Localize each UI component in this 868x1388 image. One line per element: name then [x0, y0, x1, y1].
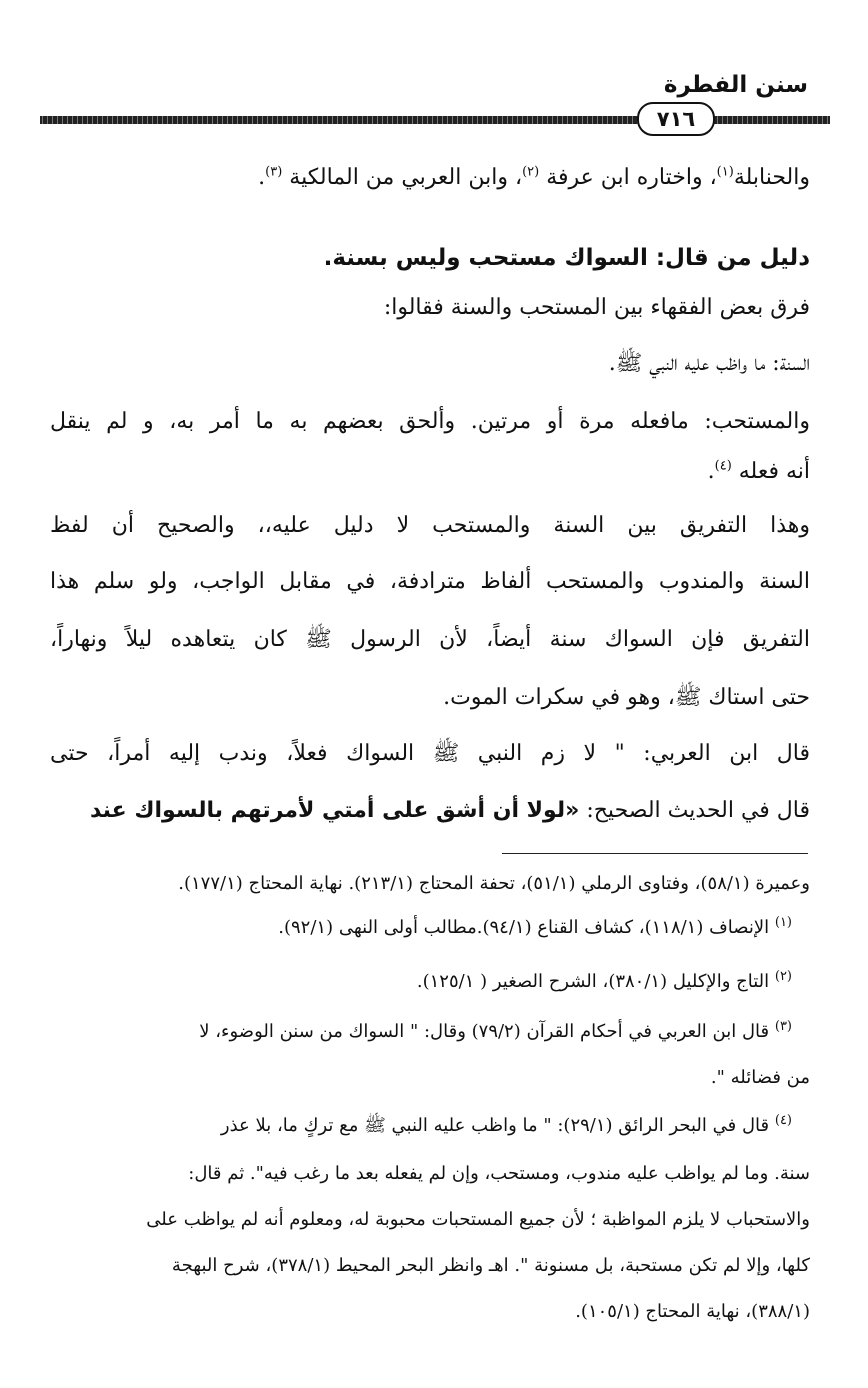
footnote-1: $^{(١)}$ الإنصاف (١١٨/١)، كشاف القناع (٩٤/١).مطالب أولى النهى (٩٢/١).	[278, 915, 792, 938]
footnote-divider	[502, 853, 808, 854]
footnote-ref-4: (٤)	[714, 458, 732, 474]
text-line-9: حتى استاك ﷺ، وهو في سكرات الموت.	[443, 685, 810, 710]
text-line-8: التفريق فإن السواك سنة أيضاً، لأن الرسول ﷺ كان يتعاهده ليلاً ونهاراً،	[50, 627, 810, 652]
footnote-4-line-3: والاستحباب لا يلزم المواظبة ؛ لأن جميع المستحبات محبوبة له، ومعلوم أنه لم يواظب على	[146, 1209, 810, 1230]
text-line-2: فرق بعض الفقهاء بين المستحب والسنة فقالوا:	[383, 295, 810, 320]
footnote-4: $^{(٤)}$ قال في البحر الرائق (٢٩/١): " ما واظب عليه النبي ﷺ مع تركٍ ما، بلا عذر	[220, 1113, 792, 1136]
footnote-4-line-5: (٣٨٨/١)، نهاية المحتاج (١٠٥/١).	[575, 1301, 810, 1322]
footnote-ref-2: (٢)	[522, 164, 540, 180]
footnote-4-line-4: كلها، وإلا لم تكن مستحبة، بل مسنونة ". اهـ وانظر البحر المحيط (٣٧٨/١)، شرح البهجة	[171, 1255, 810, 1276]
footnote-4-line-2: سنة. وما لم يواظب عليه مندوب، ومستحب، وإن لم يفعله بعد ما رغب فيه". ثم قال:	[188, 1163, 810, 1184]
text-line-10: قال ابن العربي: " لا زم النبي ﷺ السواك فعلاً، وندب إليه أمراً، حتى	[50, 741, 810, 766]
footnote-ref-3: (٣)	[265, 164, 283, 180]
page-number: ٧١٦	[637, 102, 715, 136]
text-line-6: وهذا التفريق بين السنة والمستحب لا دليل عليه،، والصحيح أن لفظ	[50, 513, 810, 538]
footnote-ref-1: (١)	[716, 164, 734, 180]
running-header-title: سنن الفطرة	[663, 72, 808, 98]
text-line-1: والحنابلة$^{(١)}$، واختاره ابن عرفة $^{(٢)}$، وابن العربي من المالكية $^{(٣)}$.	[258, 164, 810, 190]
footnote-3: $^{(٣)}$ قال ابن العربي في أحكام القرآن (٧٩/٢) وقال: " السواك من سنن الوضوء، لا	[199, 1019, 792, 1042]
text-line-3: السنة: ما واظب عليه النبي ﷺ.	[608, 351, 810, 376]
hadith-quote: «لولا أن أشق على أمتي لأمرتهم بالسواك عند	[89, 798, 580, 823]
footnote-continuation: وعميرة (٥٨/١)، وفتاوى الرملي (٥١/١)، تحفة المحتاج (٢١٣/١). نهاية المحتاج (١٧٧/١).	[178, 873, 810, 894]
section-heading: دليل من قال: السواك مستحب وليس بسنة.	[323, 245, 810, 271]
text-line-5: أنه فعله $^{(٤)}$.	[707, 458, 810, 484]
footnote-2: $^{(٢)}$ التاج والإكليل (٣٨٠/١)، الشرح الصغير ( ١٢٥/١).	[416, 969, 792, 992]
footnote-3-cont: من فضائله ".	[710, 1067, 810, 1088]
text-line-7: السنة والمندوب والمستحب ألفاظ مترادفة، في مقابل الواجب، ولو سلم هذا	[50, 569, 810, 594]
text-line-11: قال في الحديث الصحيح: «لولا أن أشق على أمتي لأمرتهم بالسواك عند	[89, 798, 810, 823]
text-line-4: والمستحب: مافعله مرة أو مرتين. وألحق بعضهم به ما أمر به، و لم ينقل	[50, 409, 810, 434]
